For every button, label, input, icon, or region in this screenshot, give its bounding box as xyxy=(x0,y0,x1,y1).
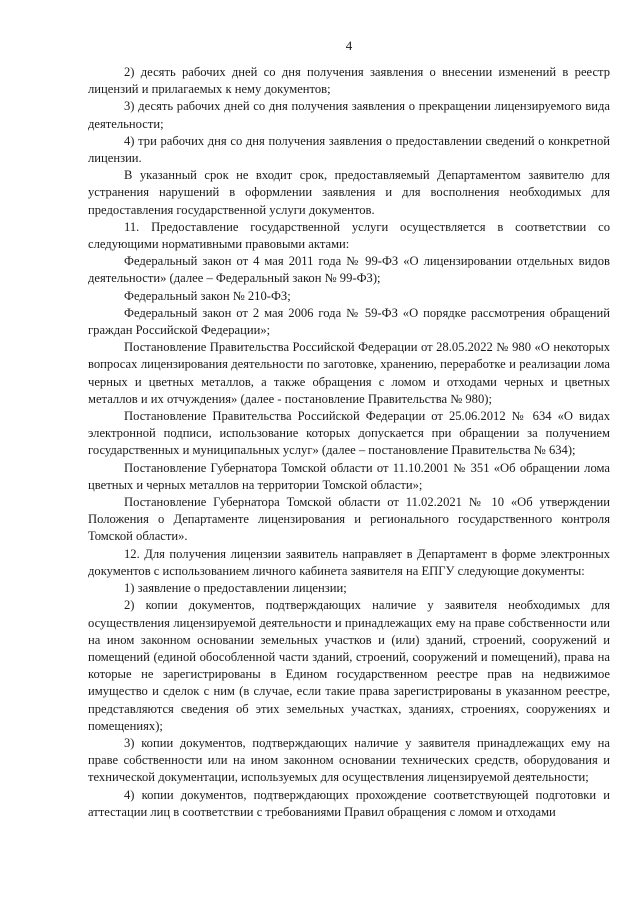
paragraph-item-2: 2) копии документов, подтверждающих наличие у заявителя необходимых для осуществления лицензируемой деятельности и принадлежащих ему на праве собственности или на ином законном основании земельных участков и (или) зданий, строений, сооружений и помещений (единой обособленной части зданий, строений, сооружений и помещений), права на которые не зарегистрированы в Едином государственном реестре прав на недвижимое имущество и сделок с ним (в случае, если такие права зарегистрированы в указанном реестре, представляются сведения об этих земельных участках, зданиях, строениях, сооружениях и помещениях); xyxy=(88,598,610,733)
paragraph-section-11: 11. Предоставление государственной услуги осуществляется в соответствии со следующими нормативными правовыми актами: xyxy=(88,219,610,252)
paragraph-item-4: 4) копии документов, подтверждающих прохождение соответствующей подготовки и аттестации лиц в соответствии с требованиями Правил обращения с ломом и отходами xyxy=(88,787,610,819)
paragraph-excluded-period: В указанный срок не входит срок, предоставляемый Департаментом заявителю для устранения нарушений в оформлении заявления и для восполнения необходимых для предоставления государственной услуги документов. xyxy=(88,168,610,217)
paragraph-governor-resolution-10: Постановление Губернатора Томской области от 11.02.2021 № 10 «Об утверждении Положения о Департаменте лицензирования и регионального государственного контроля Томской области». xyxy=(88,495,610,544)
paragraph-deadline-license-info: 4) три рабочих дня со дня получения заявления о предоставлении сведений о конкретной лицензии. xyxy=(88,133,610,166)
paragraph-item-3: 3) копии документов, подтверждающих наличие у заявителя принадлежащих ему на праве собственности или на ином законном основании технических средств, оборудования и технической документации, используемых для осуществления лицензируемой деятельности; xyxy=(88,735,610,785)
paragraph-resolution-980: Постановление Правительства Российской Федерации от 28.05.2022 № 980 «О некоторых вопросах лицензирования деятельности по заготовке, хранению, переработке и реализации лома черных и цветных металлов, а также обращения с ломом и отходами черных и цветных металлов и их отчуждения» (далее - постановление Правительства № 980); xyxy=(88,340,610,406)
paragraph-deadline-registry-changes: 2) десять рабочих дней со дня получения заявления о внесении изменений в реестр лицензий и прилагаемых к нему документов; xyxy=(88,65,610,97)
paragraph-governor-resolution-351: Постановление Губернатора Томской области от 11.10.2001 № 351 «Об обращении лома цветных и черных металлов на территории Томской области»; xyxy=(88,460,610,492)
paragraph-item-1: 1) заявление о предоставлении лицензии; xyxy=(124,581,347,596)
paragraph-law-99fz: Федеральный закон от 4 мая 2011 года № 99-ФЗ «О лицензировании отдельных видов деятельности» (далее – Федеральный закон № 99-ФЗ); xyxy=(88,254,610,286)
document-body xyxy=(88,64,610,821)
paragraph-resolution-634: Постановление Правительства Российской Федерации от 25.06.2012 № 634 «О видах электронной подписи, использование которых допускается при обращении за получением государственных и муниципальных услуг» (далее – постановление Правительства № 634); xyxy=(88,409,610,458)
paragraph-deadline-termination: 3) десять рабочих дней со дня получения заявления о прекращении лицензируемого вида деятельности; xyxy=(88,99,610,131)
paragraph-law-210fz: Федеральный закон № 210-ФЗ; xyxy=(124,288,291,303)
paragraph-law-59fz: Федеральный закон от 2 мая 2006 года № 59-ФЗ «О порядке рассмотрения обращений граждан Российской Федерации»; xyxy=(88,305,610,338)
page-number: 4 xyxy=(345,38,353,53)
paragraph-section-12: 12. Для получения лицензии заявитель направляет в Департамент в форме электронных документов с использованием личного кабинета заявителя на ЕПГУ следующие документы: xyxy=(88,546,610,578)
